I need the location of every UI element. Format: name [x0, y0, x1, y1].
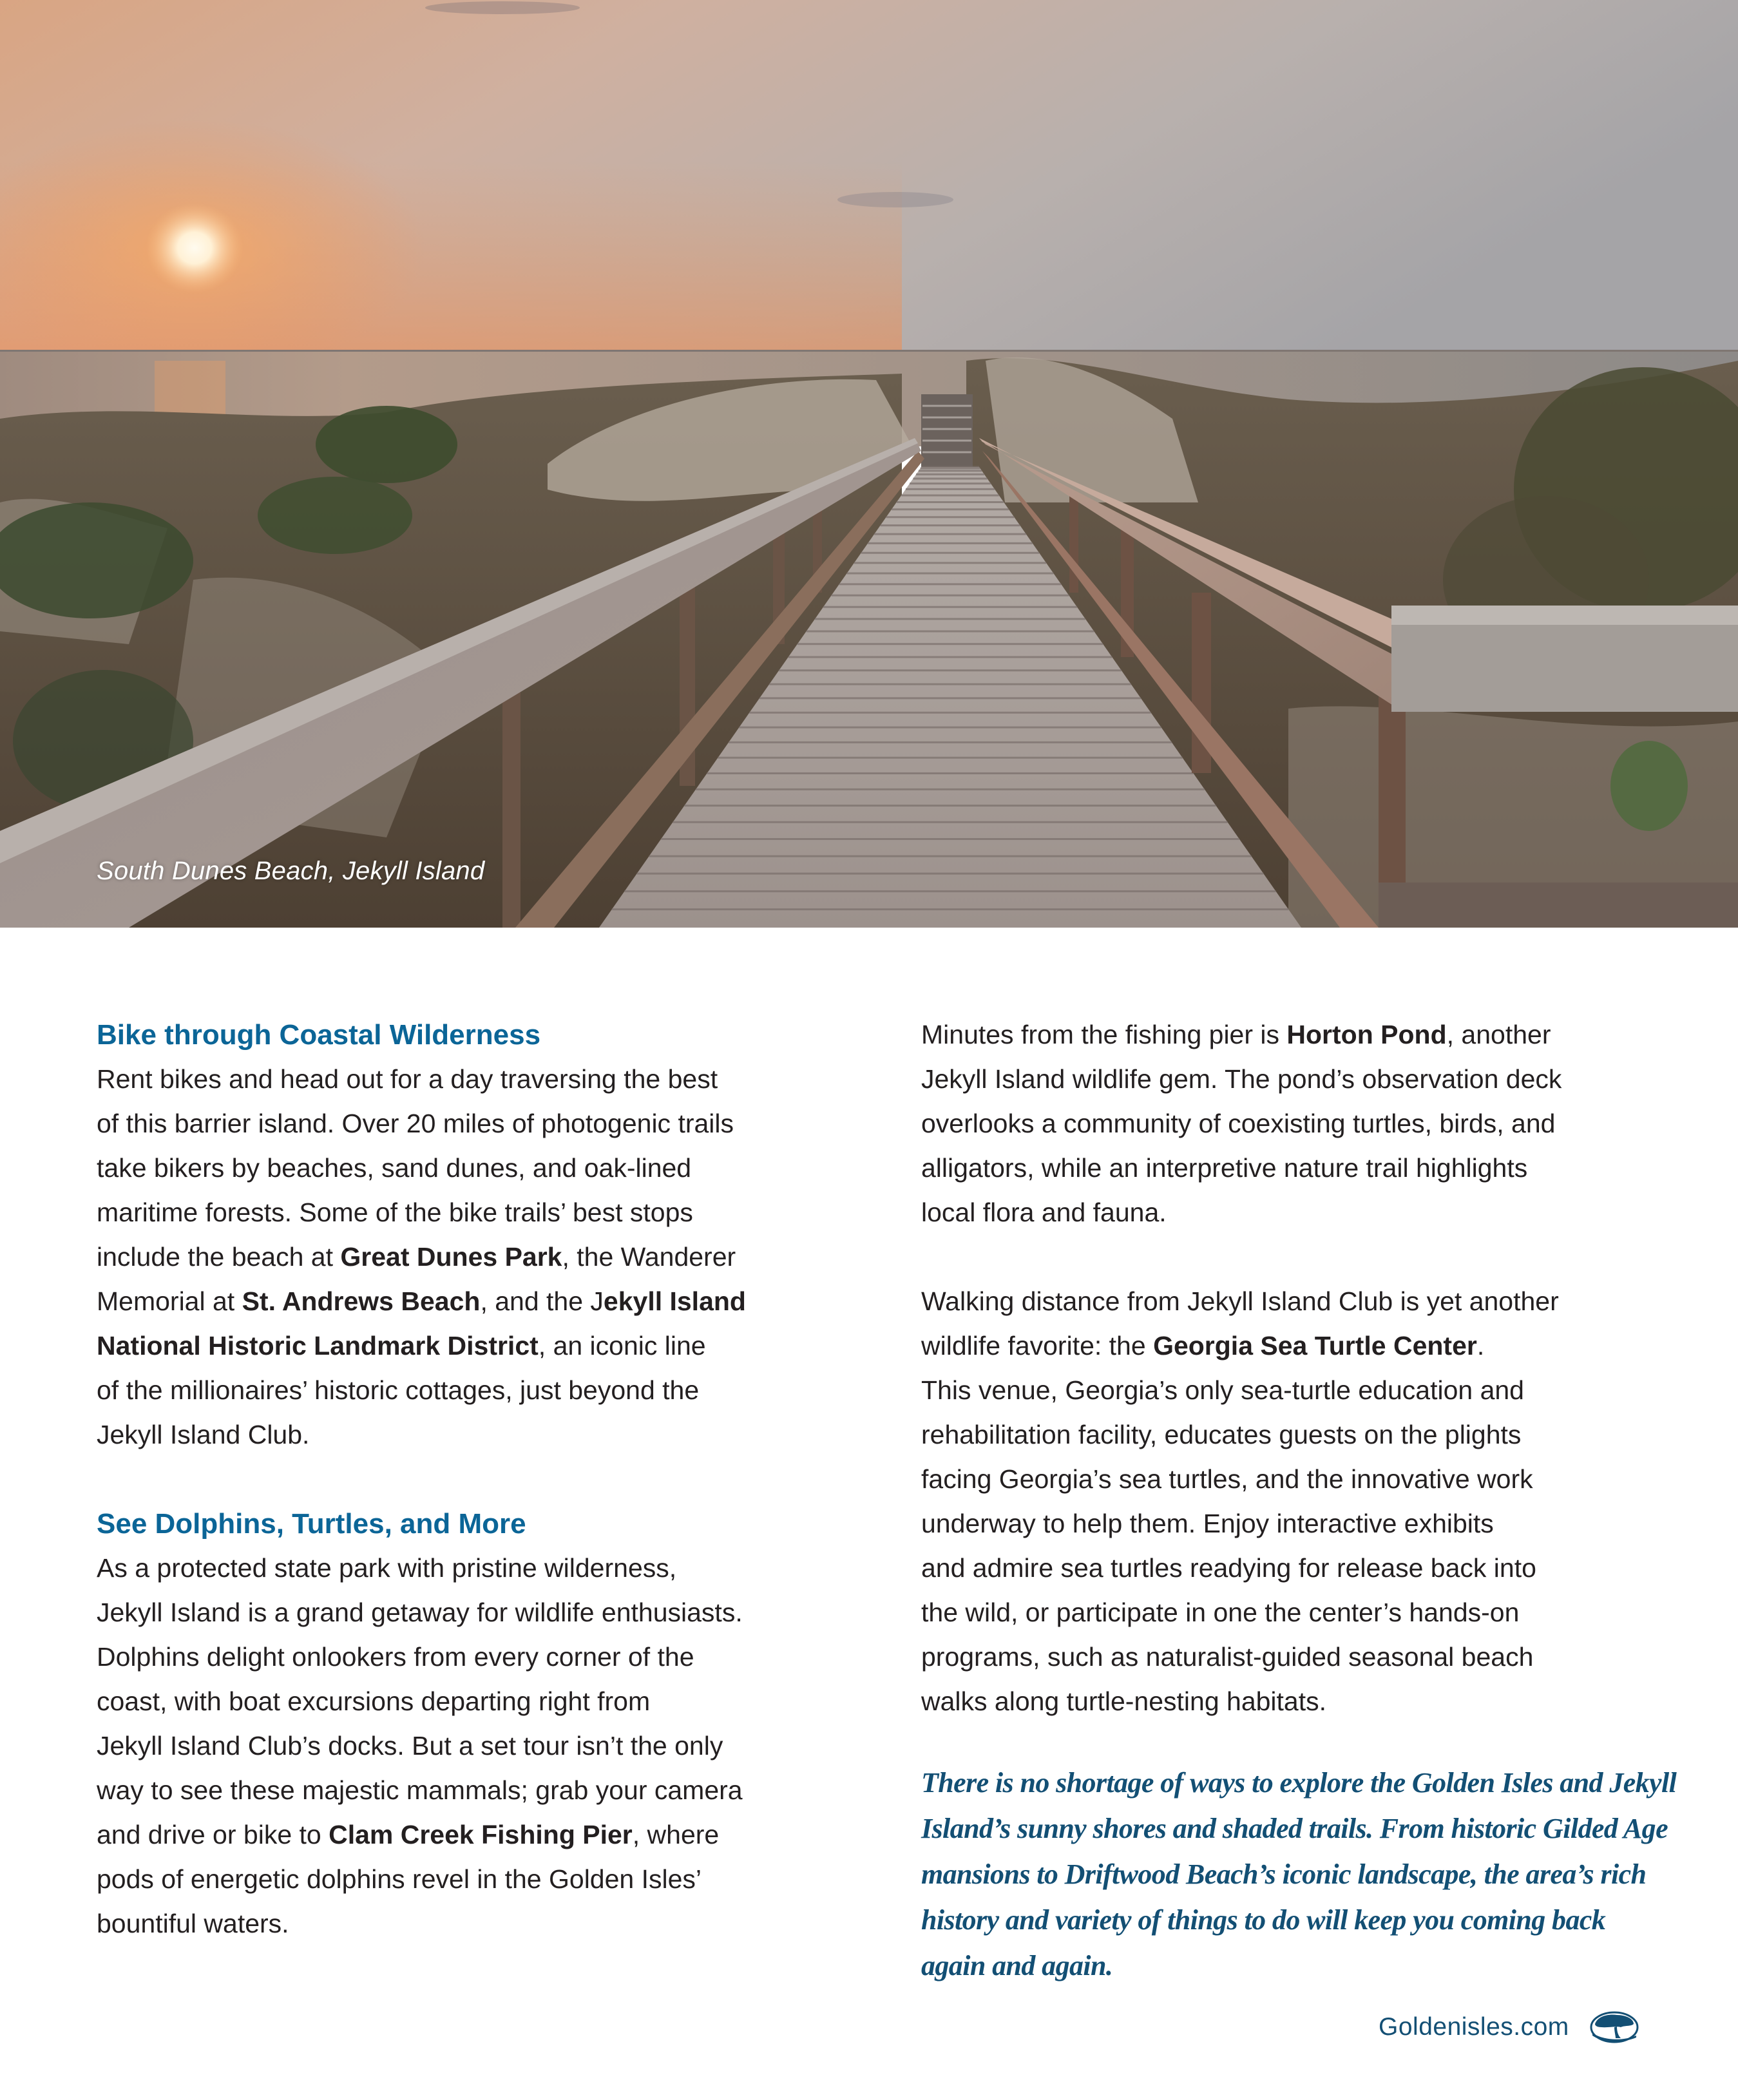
text-run: the wild, or participate in one the center’s hands-on [921, 1598, 1520, 1627]
text-run: include the beach at [97, 1242, 341, 1272]
bold-place-name: Georgia Sea Turtle Center [1153, 1331, 1477, 1360]
text-run: coast, with boat excursions departing right from [97, 1686, 651, 1716]
quote-line: history and variety of things to do will keep you coming back [921, 1904, 1606, 1936]
text-line [97, 1235, 837, 1279]
text-line [921, 1190, 1681, 1235]
text-line [921, 1457, 1681, 1502]
text-run: alligators, while an interpretive nature trail highlights [921, 1153, 1528, 1183]
text-line [97, 1146, 837, 1190]
text-line [97, 1190, 837, 1235]
closing-quote [921, 1760, 1681, 1989]
text-run: Rent bikes and head out for a day traversing the best [97, 1064, 718, 1094]
bold-place-name: Horton Pond [1286, 1020, 1447, 1049]
photo-caption: South Dunes Beach, Jekyll Island [97, 857, 485, 885]
text-line [97, 1635, 837, 1679]
text-line [97, 1413, 837, 1457]
text-run: and drive or bike to [97, 1820, 329, 1849]
sea-turtle-center-paragraph [921, 1279, 1681, 1724]
text-line [921, 1324, 1681, 1368]
text-line [97, 1102, 837, 1146]
text-line [97, 1368, 837, 1413]
text-run: of the millionaires’ historic cottages, just beyond the [97, 1375, 700, 1405]
text-run: bountiful waters. [97, 1909, 289, 1938]
text-line [97, 1546, 837, 1590]
text-run: Jekyll Island is a grand getaway for wildlife enthusiasts. [97, 1598, 743, 1627]
footer [1379, 2010, 1640, 2045]
text-run: Memorial at [97, 1286, 242, 1316]
text-line [921, 1368, 1681, 1413]
hero-photo [0, 0, 1738, 928]
text-run: , and the J [480, 1286, 604, 1316]
text-run: of this barrier island. Over 20 miles of photogenic trails [97, 1109, 734, 1138]
section-heading-bike: Bike through Coastal Wilderness [97, 1019, 541, 1051]
text-line [921, 1146, 1681, 1190]
text-line [921, 1057, 1681, 1102]
text-line [97, 1724, 837, 1768]
text-run: rehabilitation facility, educates guests on the plights [921, 1420, 1522, 1449]
text-line [97, 1813, 837, 1857]
bike-paragraph [97, 1057, 837, 1457]
text-run: overlooks a community of coexisting turtles, birds, and [921, 1109, 1556, 1138]
bold-place-name: National Historic Landmark District [97, 1331, 539, 1360]
bold-place-name: Clam Creek Fishing Pier [329, 1820, 633, 1849]
text-run: maritime forests. Some of the bike trails’ best stops [97, 1198, 693, 1227]
spacer [97, 1457, 837, 1502]
bold-place-name: Great Dunes Park [340, 1242, 562, 1272]
quote-line: Island’s sunny shores and shaded trails. From historic Gilded Age [921, 1813, 1668, 1844]
text-run: , the Wanderer [562, 1242, 736, 1272]
wildlife-paragraph [97, 1546, 837, 1946]
text-run: walks along turtle-nesting habitats. [921, 1686, 1327, 1716]
text-run: Jekyll Island Club’s docks. But a set tour isn’t the only [97, 1731, 723, 1761]
left-column [97, 1013, 837, 1946]
text-line [921, 1635, 1681, 1679]
quote-line: mansions to Driftwood Beach’s iconic landscape, the area’s rich [921, 1858, 1647, 1890]
quote-line: There is no shortage of ways to explore the Golden Isles and Jekyll [921, 1767, 1677, 1799]
text-run: . [1476, 1331, 1485, 1360]
text-line [921, 1679, 1681, 1724]
horton-pond-paragraph [921, 1013, 1681, 1235]
bold-place-name: St. Andrews Beach [242, 1286, 481, 1316]
text-line [97, 1324, 837, 1368]
text-run: Dolphins delight onlookers from every corner of the [97, 1642, 694, 1672]
text-line [921, 1590, 1681, 1635]
text-run: pods of energetic dolphins revel in the Golden Isles’ [97, 1864, 702, 1894]
text-line [97, 1279, 837, 1324]
text-run: Minutes from the fishing pier is [921, 1020, 1287, 1049]
quote-line: again and again. [921, 1950, 1113, 1981]
text-run: Walking distance from Jekyll Island Club is yet another [921, 1286, 1559, 1316]
text-run: way to see these majestic mammals; grab your camera [97, 1775, 743, 1805]
section-heading-wildlife: See Dolphins, Turtles, and More [97, 1508, 526, 1540]
text-run: Jekyll Island Club. [97, 1420, 310, 1449]
text-line [921, 1502, 1681, 1546]
text-run: , an iconic line [538, 1331, 706, 1360]
text-run: wildlife favorite: the [921, 1331, 1154, 1360]
text-line [97, 1679, 837, 1724]
text-run: local flora and fauna. [921, 1198, 1167, 1227]
text-run: underway to help them. Enjoy interactive exhibits [921, 1509, 1494, 1538]
bold-place-name: ekyll Island [603, 1286, 746, 1316]
text-line [921, 1102, 1681, 1146]
spacer [921, 1235, 1681, 1279]
boardwalk-sunset-image [0, 0, 1738, 928]
text-run: Jekyll Island wildlife gem. The pond’s observation deck [921, 1064, 1562, 1094]
text-line [97, 1057, 837, 1102]
right-column [921, 1013, 1681, 1989]
text-line [97, 1768, 837, 1813]
text-run: and admire sea turtles readying for release back into [921, 1553, 1536, 1583]
text-run: facing Georgia’s sea turtles, and the innovative work [921, 1464, 1533, 1494]
text-run: , where [632, 1820, 720, 1849]
text-run: programs, such as naturalist-guided seasonal beach [921, 1642, 1534, 1672]
oak-tree-logo-icon [1589, 2010, 1640, 2045]
text-line [921, 1279, 1681, 1324]
text-line [921, 1546, 1681, 1590]
text-run: This venue, Georgia’s only sea-turtle education and [921, 1375, 1524, 1405]
text-run: take bikers by beaches, sand dunes, and oak-lined [97, 1153, 692, 1183]
text-run: , another [1446, 1020, 1551, 1049]
text-line [921, 1413, 1681, 1457]
text-line [97, 1590, 837, 1635]
website-link[interactable]: Goldenisles.com [1379, 2013, 1569, 2041]
text-line [921, 1013, 1681, 1057]
text-run: As a protected state park with pristine wilderness, [97, 1553, 677, 1583]
text-line [97, 1857, 837, 1902]
text-line [97, 1902, 837, 1946]
